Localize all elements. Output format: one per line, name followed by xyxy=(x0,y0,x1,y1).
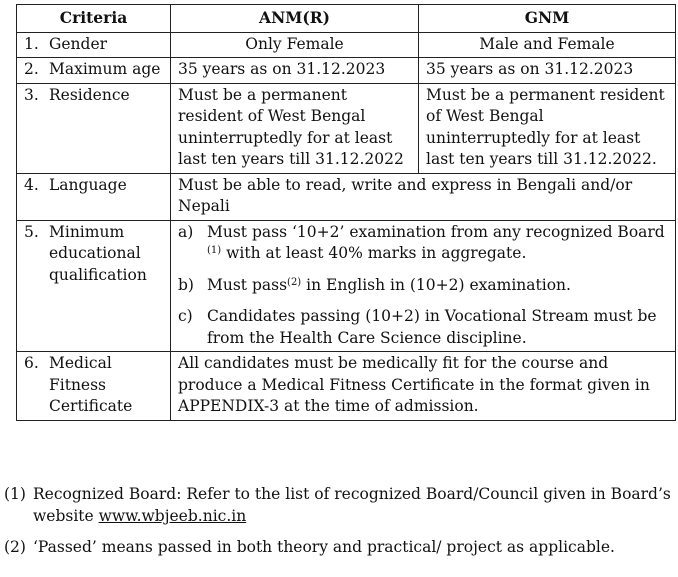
common-value: Must be able to read, write and express in Bengali and/or Nepali xyxy=(171,173,676,220)
eligibility-criteria-table xyxy=(16,4,676,421)
criterion-cell xyxy=(17,173,171,220)
table-row xyxy=(17,352,676,421)
footnote-ref: (2) xyxy=(287,276,302,288)
item-text: Must pass ‘10+2’ examination from any recognized Board $^{(1)}$ with at least 40% marks in aggregate. xyxy=(207,222,665,262)
list-item xyxy=(178,275,668,297)
qualification-list xyxy=(171,220,676,352)
item-label: c) xyxy=(178,307,193,325)
anm-value: Only Female xyxy=(171,32,419,58)
table-row xyxy=(17,220,676,352)
list-item xyxy=(178,222,668,265)
footnote-text: Recognized Board: Refer to the list of recognized Board/Council given in Board’s website www.wbjeeb.nic.in xyxy=(33,485,671,525)
footnote xyxy=(4,484,674,527)
header-gnm: GNM xyxy=(419,5,676,33)
table-row xyxy=(17,173,676,220)
criterion-number: 6. xyxy=(24,354,39,372)
anm-value: 35 years as on 31.12.2023 xyxy=(171,58,419,84)
header-anm: ANM(R) xyxy=(171,5,419,33)
gnm-value: Must be a permanent resident of West Bengal uninterruptedly for at least last ten years till 31.12.2022. xyxy=(419,83,676,173)
item-text: Must pass$^{(2)}$ in English in (10+2) examination. xyxy=(207,275,571,294)
list-item xyxy=(178,306,668,349)
criterion-number: 3. xyxy=(24,85,39,104)
footnote xyxy=(4,537,674,559)
criterion-number: 4. xyxy=(24,175,39,194)
criterion-label: Medical Fitness Certificate xyxy=(49,354,133,415)
criterion-label: Language xyxy=(49,175,127,194)
criterion-cell xyxy=(17,220,171,352)
criterion-number: 2. xyxy=(24,60,39,78)
table-row xyxy=(17,32,676,58)
footnote-text: ‘Passed’ means passed in both theory and practical/ project as applicable. xyxy=(33,538,615,556)
gnm-value: Male and Female xyxy=(419,32,676,58)
footnote-number: (1) xyxy=(4,485,26,503)
criterion-number: 1. xyxy=(24,34,39,53)
website-link[interactable]: www.wbjeeb.nic.in xyxy=(98,506,247,525)
item-label: b) xyxy=(178,275,194,294)
criterion-number: 5. xyxy=(24,222,39,241)
header-criteria: Criteria xyxy=(17,5,171,33)
criterion-cell xyxy=(17,58,171,84)
criterion-label: Residence xyxy=(49,85,130,104)
criterion-label: Gender xyxy=(49,34,108,53)
criterion-cell xyxy=(17,83,171,173)
criterion-cell xyxy=(17,352,171,421)
anm-value: Must be a permanent resident of West Bengal uninterruptedly for at least last ten years till 31.12.2022 xyxy=(171,83,419,173)
item-text: Candidates passing (10+2) in Vocational Stream must be from the Health Care Science discipline. xyxy=(207,307,657,347)
criterion-label: Minimum educational qualification xyxy=(49,222,147,284)
criterion-cell xyxy=(17,32,171,58)
criterion-label: Maximum age xyxy=(49,60,161,78)
item-label: a) xyxy=(178,222,194,241)
table-header-row xyxy=(17,5,676,33)
footnotes xyxy=(4,484,674,569)
footnote-number: (2) xyxy=(4,538,26,556)
footnote-ref: (1) xyxy=(207,245,222,256)
table-row xyxy=(17,58,676,84)
table-row xyxy=(17,83,676,173)
common-value: All candidates must be medically fit for the course and produce a Medical Fitness Certificate in the format given in APPENDIX-3 at the time of admission. xyxy=(171,352,676,421)
gnm-value: 35 years as on 31.12.2023 xyxy=(419,58,676,84)
